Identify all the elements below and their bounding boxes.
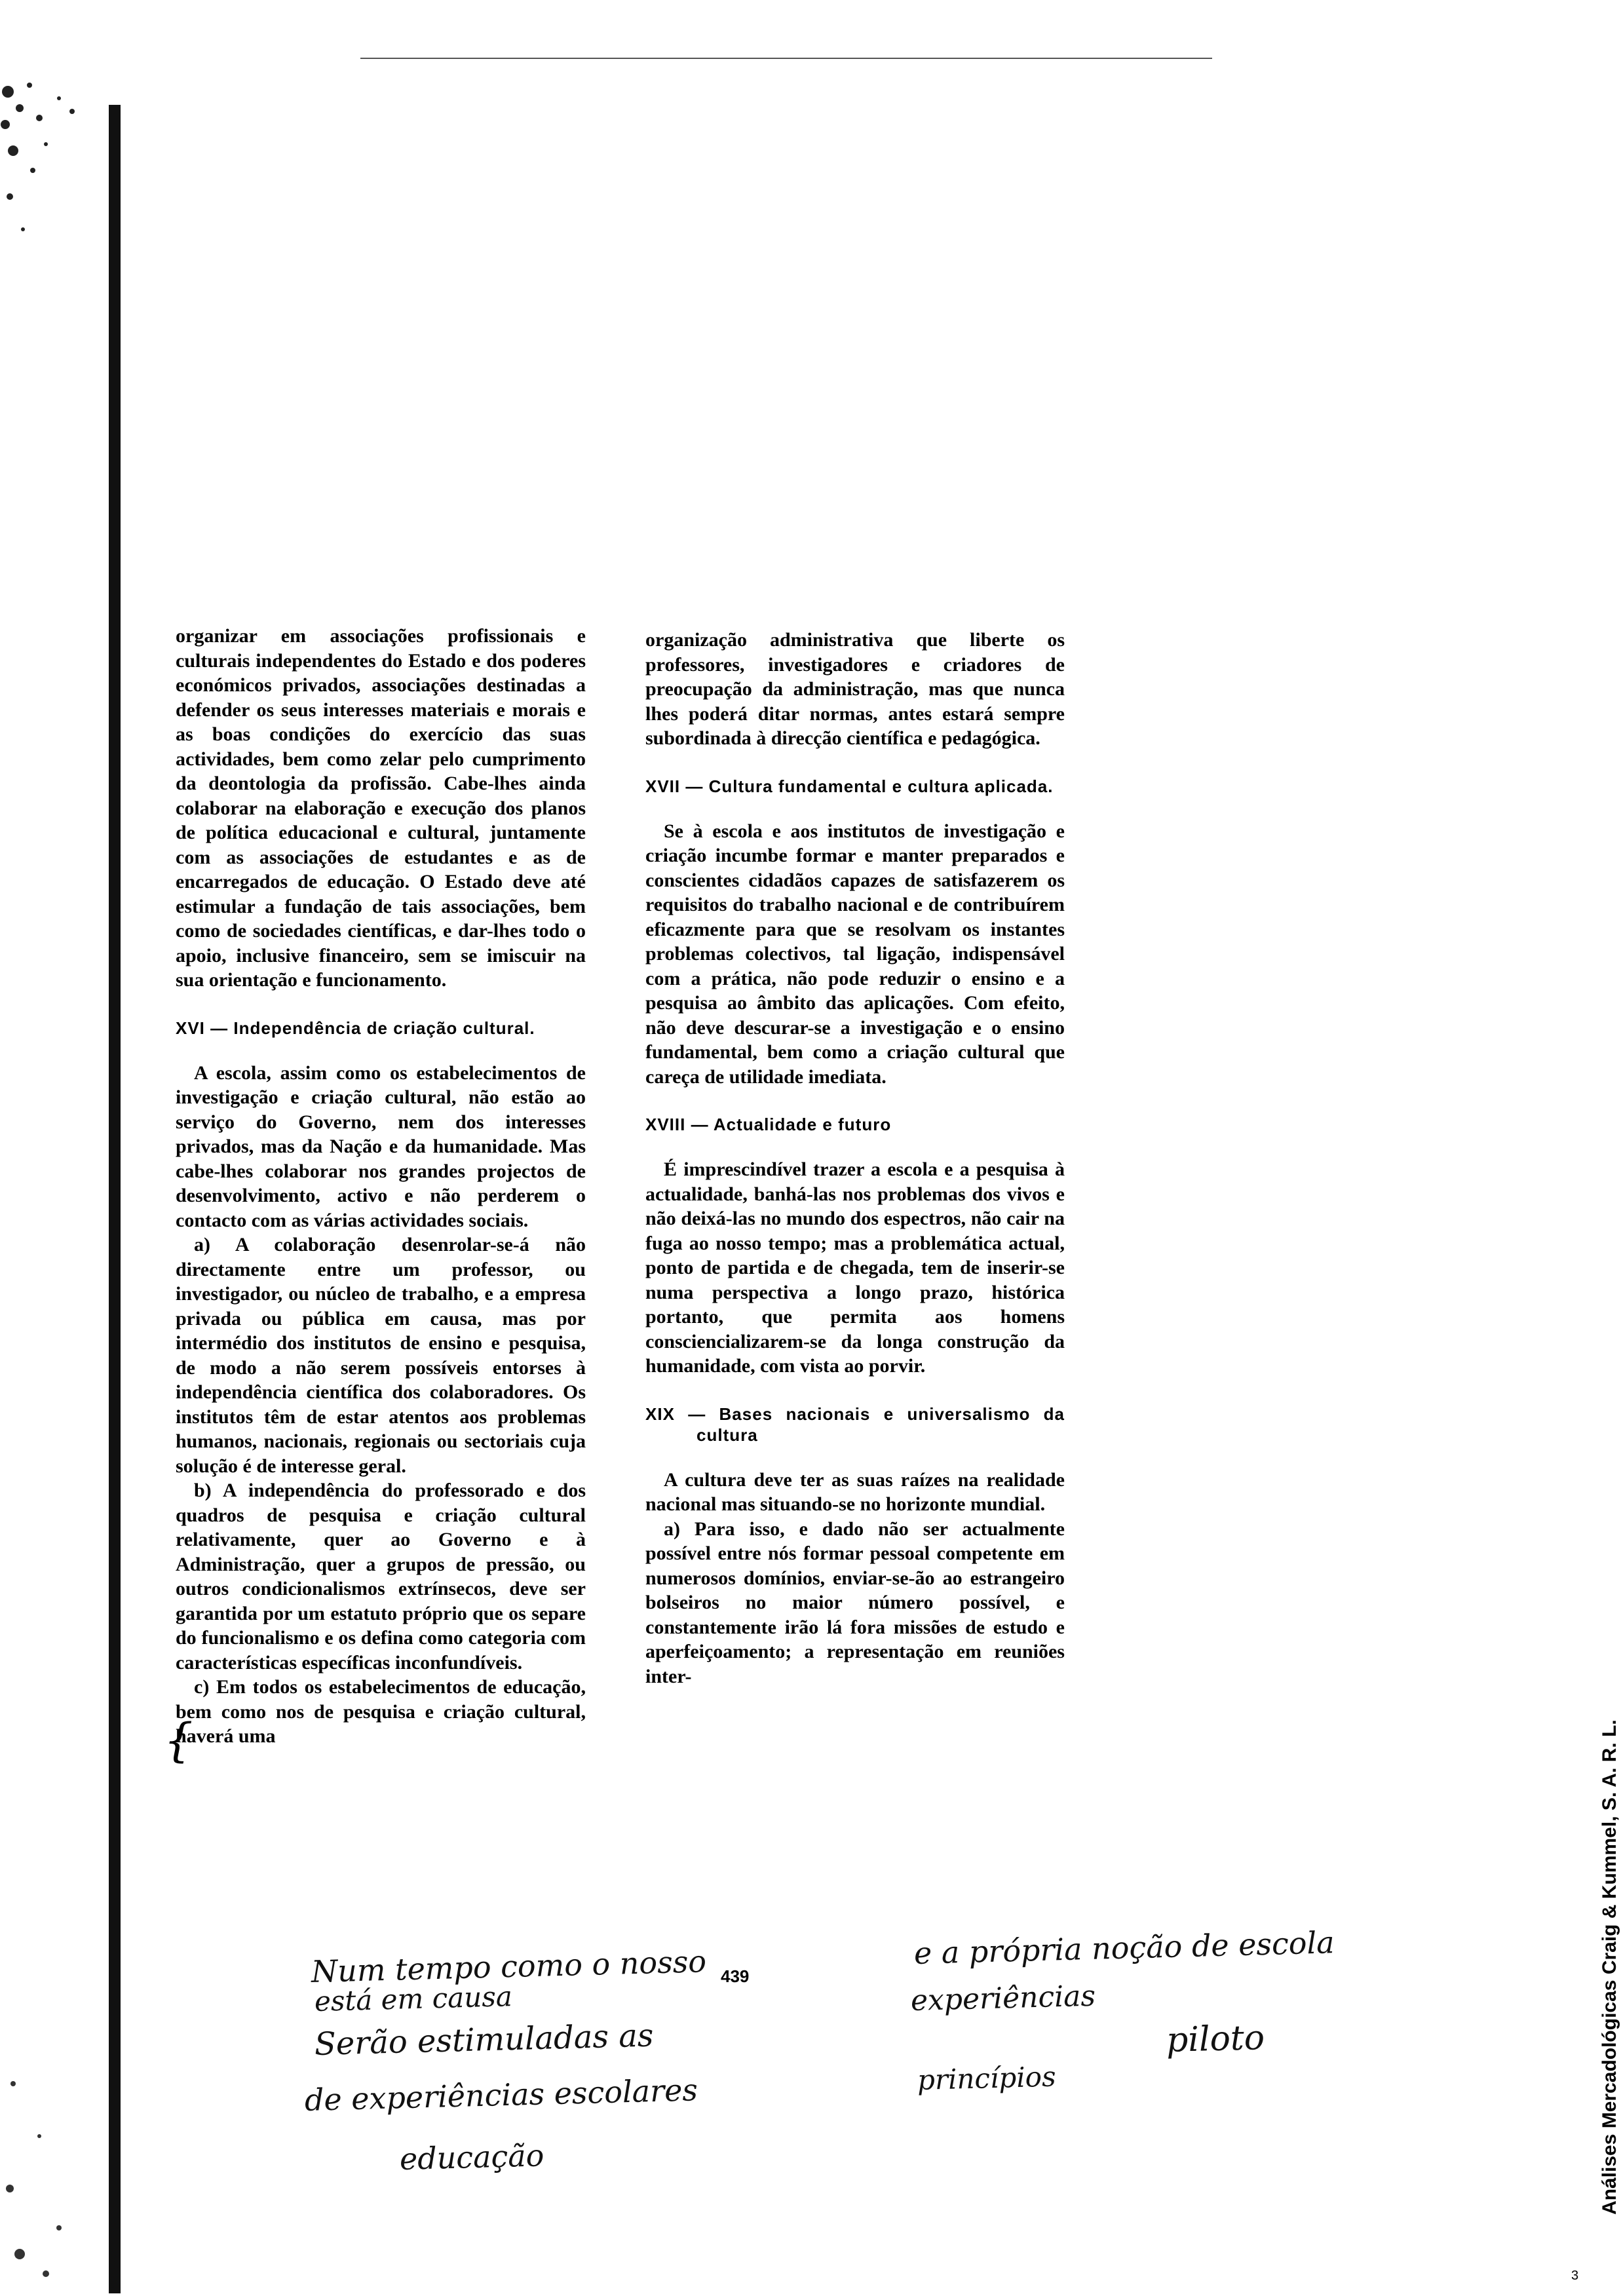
handwritten-note-5: Serão estimuladas as — [314, 2017, 655, 2063]
left-paragraph-5: c) Em todos os estabelecimentos de educação, bem como nos de pesquisa e criação cultural, haverá uma — [176, 1676, 586, 1747]
section-xvi-heading — [176, 1018, 586, 1039]
right-paragraph-1: organização administrativa que liberte os professores, investigadores e criadores de preocupação da administração, mas que nunca lhes poderá ditar normas, antes estará sempre subordinada à direcção científica e pedagógica. — [645, 629, 1065, 749]
handwritten-note-3: e a própria noção de escola — [913, 1924, 1335, 1971]
handwritten-note-6: piloto — [1166, 2018, 1265, 2060]
scan-noise-bottom — [0, 2057, 98, 2296]
section-number: XVIII — — [645, 1115, 709, 1134]
section-xvii-heading — [645, 776, 1065, 797]
binding-edge — [109, 105, 121, 2293]
handwritten-note-2: está em causa — [314, 1980, 513, 2018]
section-number: XIX — — [645, 1404, 706, 1424]
section-title: Actualidade e futuro — [713, 1115, 892, 1134]
right-paragraph-5: a) Para isso, e dado não ser actualmente possível entre nós formar pessoal competente em numerosos domínios, enviar-se-ão ao estrangeiro bolseiros no maior número possível, e constantemente irão lá fora missões de estudo e aperfeiçoamento; a representação em reuniões inter- — [645, 1518, 1065, 1687]
top-rule — [360, 58, 1212, 59]
handwritten-note-7: de experiências escolares — [304, 2072, 698, 2118]
left-paragraph-2: A escola, assim como os estabelecimentos de investigação e criação cultural, não estão ao serviço do Governo, nem dos interesses privados, mas da Nação e da humanidade. Mas cabe-lhes colaborar nos grandes projectos de desenvolvimento, activo e não perderem o contacto com as várias actividades sociais. — [176, 1062, 586, 1231]
handwritten-note-1: Num tempo como o nosso — [311, 1943, 707, 1989]
right-paragraph-3: É imprescindível trazer a escola e a pesquisa à actualidade, banhá-las nos problemas dos vivos e não deixá-las no mundo dos espectros, não cair na fuga ao nosso tempo; mas a problemática actual, ponto de partida e de chegada, tem de inserir-se numa perspectiva a longo prazo, histórica portanto, que permita aos homens consciencializarem-se da longa construção da humanidade, com vista ao porvir. — [645, 1158, 1065, 1377]
handwritten-bracket: { — [164, 1713, 193, 1767]
handwritten-note-4: experiências — [910, 1979, 1096, 2018]
right-paragraph-4: A cultura deve ter as suas raízes na realidade nacional mas situando-se no horizonte mundial. — [645, 1468, 1065, 1515]
section-title: Bases nacionais e universalismo da cultura — [696, 1404, 1065, 1445]
section-title: Independência de criação cultural. — [233, 1018, 535, 1038]
handwritten-note-9: educação — [399, 2137, 545, 2177]
left-paragraph-3: a) A colaboração desenrolar-se-á não directamente entre um professor, ou investigador, ou núcleo de trabalho, e a empresa privada ou pública em causa, mas por intermédio dos institutos de ensino e pesquisa, de modo a não serem possíveis entorses à independência científica dos colaboradores. Os institutos têm de estar atentos aos problemas humanos, nacionais, regionais ou sectoriais cuja solução é de interesse geral. — [176, 1234, 586, 1477]
section-xviii-heading — [645, 1114, 1065, 1135]
handwritten-note-8: princípios — [917, 2060, 1057, 2096]
left-text-column — [176, 624, 586, 1749]
right-paragraph-2: Se à escola e aos institutos de investigação e criação incumbe formar e manter preparados e conscientes cidadãos capazes de satisfazerem os requisitos do trabalho nacional e de contribuírem eficazmente para que se resolvam os instantes problemas colectivos, tal ligação, indispensável com a prática, não pode reduzir o ensino e a pesquisa ao âmbito das aplicações. Com efeito, não deve descurar-se a investigação e o ensino fundamental, bem como a criação cultural que careça de utilidade imediata. — [645, 820, 1065, 1088]
left-paragraph-1: organizar em associações profissionais e culturais independentes do Estado e dos poderes económicos privados, associações destinadas a defender os seus interesses materiais e morais e as boas condições do exercício das suas actividades, bem como zelar pelo cumprimento da deontologia da profissão. Cabe-lhes ainda colaborar na elaboração e execução dos planos de política educacional e cultural, juntamente com as associações de estudantes e as de encarregados de educação. O Estado deve até estimular a fundação de tais associações, bem como de sociedades científicas, e dar-lhes todo o apoio, inclusive financeiro, sem se imiscuir na sua orientação e funcionamento. — [176, 625, 586, 991]
publisher-imprint: Análises Mercadológicas Craig & Kummel, S. A. R. L. — [1599, 1719, 1620, 2215]
section-xix-heading — [645, 1404, 1065, 1445]
left-paragraph-4: b) A independência do professorado e dos quadros de pesquisa e criação cultural relativamente, quer ao Governo e à Administração, quer a grupos de pressão, ou outros condicionalismos extrínsecos, deve ser garantida por um estatuto próprio que os separe do funcionalismo e os defina como categoria com características específicas inconfundíveis. — [176, 1480, 586, 1674]
page-number: 439 — [721, 1966, 750, 1986]
corner-number: 3 — [1571, 2268, 1579, 2283]
section-number: XVII — — [645, 776, 704, 796]
right-text-column — [645, 628, 1065, 1689]
section-title: Cultura fundamental e cultura aplicada. — [708, 776, 1054, 796]
scan-noise — [0, 72, 98, 295]
section-number: XVI — — [176, 1018, 229, 1038]
